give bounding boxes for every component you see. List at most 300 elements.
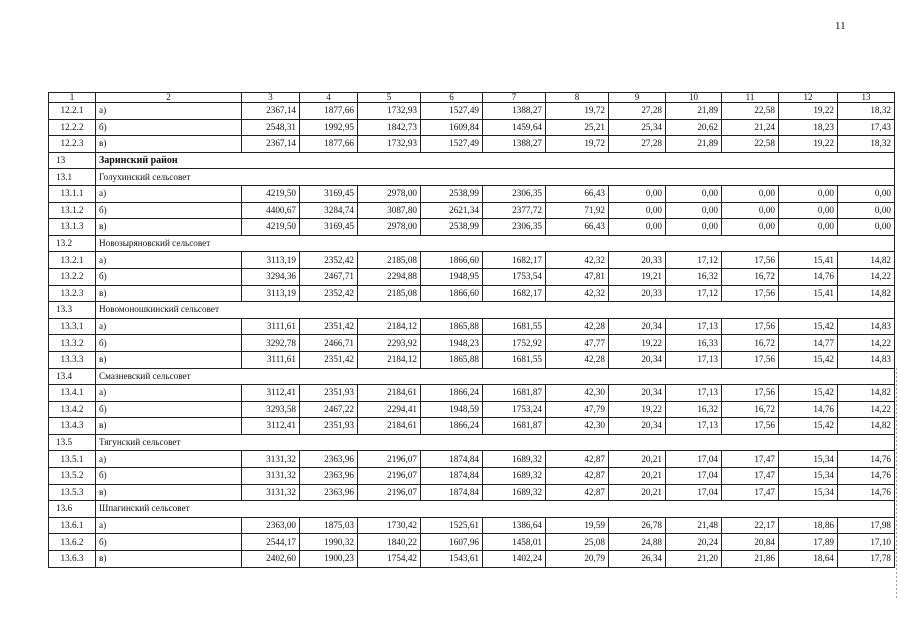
value-cell: 1458,01 <box>483 534 546 551</box>
value-cell: 20,33 <box>609 252 666 269</box>
value-cell: 17,12 <box>666 285 722 302</box>
value-cell: 20,79 <box>546 551 609 568</box>
value-cell: 2351,93 <box>300 385 358 402</box>
value-cell: 14,76 <box>779 268 838 285</box>
value-cell: 2351,42 <box>300 351 358 368</box>
row-variant-label: а) <box>96 252 242 269</box>
value-cell: 1689,32 <box>483 484 546 501</box>
value-cell: 0,00 <box>838 219 895 236</box>
value-cell: 47,81 <box>546 268 609 285</box>
value-cell: 1732,93 <box>358 136 421 153</box>
value-cell: 20,34 <box>609 351 666 368</box>
council-name: Тягунский сельсовет <box>96 434 895 451</box>
scan-edge-mark <box>896 368 897 600</box>
row-code: 13.2.3 <box>49 285 96 302</box>
value-cell: 14,76 <box>838 451 895 468</box>
value-cell: 2184,12 <box>358 351 421 368</box>
value-cell: 2363,00 <box>242 517 300 534</box>
value-cell: 1681,55 <box>483 351 546 368</box>
value-cell: 22,17 <box>722 517 779 534</box>
row-code: 13.6.3 <box>49 551 96 568</box>
value-cell: 2363,96 <box>300 484 358 501</box>
value-cell: 1842,73 <box>358 119 421 136</box>
value-cell: 17,56 <box>722 351 779 368</box>
value-cell: 2367,14 <box>242 136 300 153</box>
council-header-row <box>49 302 895 319</box>
value-cell: 16,32 <box>666 268 722 285</box>
value-cell: 20,34 <box>609 385 666 402</box>
value-cell: 21,24 <box>722 119 779 136</box>
value-cell: 2544,17 <box>242 534 300 551</box>
row-code: 13.5 <box>49 434 96 451</box>
row-code: 13.6 <box>49 501 96 518</box>
column-number-header: 11 <box>722 93 779 103</box>
value-cell: 1681,87 <box>483 385 546 402</box>
value-cell: 17,56 <box>722 285 779 302</box>
value-cell: 21,89 <box>666 103 722 120</box>
value-cell: 1682,17 <box>483 252 546 269</box>
value-cell: 2466,71 <box>300 335 358 352</box>
row-variant-label: б) <box>96 335 242 352</box>
value-cell: 2184,61 <box>358 385 421 402</box>
row-variant-label: а) <box>96 451 242 468</box>
row-code: 13.4.1 <box>49 385 96 402</box>
value-cell: 15,41 <box>779 285 838 302</box>
table-row <box>49 318 895 335</box>
value-cell: 2306,35 <box>483 185 546 202</box>
value-cell: 17,98 <box>838 517 895 534</box>
value-cell: 1866,24 <box>421 418 483 435</box>
table-row <box>49 219 895 236</box>
row-variant-label: б) <box>96 534 242 551</box>
value-cell: 2538,99 <box>421 219 483 236</box>
value-cell: 42,30 <box>546 385 609 402</box>
council-name: Голухинский сельсовет <box>96 169 895 186</box>
value-cell: 20,34 <box>609 418 666 435</box>
value-cell: 3169,45 <box>300 185 358 202</box>
value-cell: 17,47 <box>722 451 779 468</box>
value-cell: 2306,35 <box>483 219 546 236</box>
table-row <box>49 185 895 202</box>
table-row <box>49 351 895 368</box>
value-cell: 4400,67 <box>242 202 300 219</box>
value-cell: 21,20 <box>666 551 722 568</box>
value-cell: 0,00 <box>666 185 722 202</box>
row-code: 13.5.3 <box>49 484 96 501</box>
tariff-table <box>48 92 895 568</box>
row-variant-label: а) <box>96 517 242 534</box>
value-cell: 1865,88 <box>421 318 483 335</box>
value-cell: 0,00 <box>838 185 895 202</box>
value-cell: 3284,74 <box>300 202 358 219</box>
value-cell: 20,62 <box>666 119 722 136</box>
table-row <box>49 418 895 435</box>
table-row <box>49 335 895 352</box>
value-cell: 3131,32 <box>242 484 300 501</box>
value-cell: 20,21 <box>609 451 666 468</box>
column-number-header: 7 <box>483 93 546 103</box>
value-cell: 2185,08 <box>358 285 421 302</box>
value-cell: 2377,72 <box>483 202 546 219</box>
value-cell: 3294,36 <box>242 268 300 285</box>
row-code: 13.4.3 <box>49 418 96 435</box>
value-cell: 20,21 <box>609 484 666 501</box>
value-cell: 17,56 <box>722 252 779 269</box>
row-code: 13.4 <box>49 368 96 385</box>
row-code: 13.3 <box>49 302 96 319</box>
value-cell: 0,00 <box>779 202 838 219</box>
table-header-row <box>49 93 895 103</box>
value-cell: 1388,27 <box>483 103 546 120</box>
row-variant-label: в) <box>96 285 242 302</box>
value-cell: 1732,93 <box>358 103 421 120</box>
value-cell: 15,42 <box>779 385 838 402</box>
council-name: Новозыряновский сельсовет <box>96 235 895 252</box>
value-cell: 1875,03 <box>300 517 358 534</box>
value-cell: 19,59 <box>546 517 609 534</box>
value-cell: 0,00 <box>609 185 666 202</box>
table-row <box>49 268 895 285</box>
value-cell: 14,82 <box>838 385 895 402</box>
value-cell: 18,32 <box>838 136 895 153</box>
value-cell: 14,82 <box>838 418 895 435</box>
value-cell: 17,10 <box>838 534 895 551</box>
value-cell: 2363,96 <box>300 468 358 485</box>
value-cell: 26,78 <box>609 517 666 534</box>
council-name: Смазневский сельсовет <box>96 368 895 385</box>
table-row <box>49 534 895 551</box>
row-code: 13 <box>49 152 96 169</box>
value-cell: 16,72 <box>722 268 779 285</box>
value-cell: 2467,22 <box>300 401 358 418</box>
table-row <box>49 517 895 534</box>
value-cell: 42,30 <box>546 418 609 435</box>
value-cell: 16,33 <box>666 335 722 352</box>
value-cell: 15,34 <box>779 451 838 468</box>
value-cell: 20,21 <box>609 468 666 485</box>
value-cell: 20,24 <box>666 534 722 551</box>
value-cell: 16,72 <box>722 335 779 352</box>
council-header-row <box>49 501 895 518</box>
value-cell: 1689,32 <box>483 468 546 485</box>
value-cell: 21,86 <box>722 551 779 568</box>
row-variant-label: б) <box>96 268 242 285</box>
value-cell: 27,28 <box>609 136 666 153</box>
value-cell: 17,78 <box>838 551 895 568</box>
value-cell: 1681,55 <box>483 318 546 335</box>
value-cell: 17,56 <box>722 318 779 335</box>
value-cell: 1689,32 <box>483 451 546 468</box>
council-header-row <box>49 235 895 252</box>
value-cell: 17,13 <box>666 318 722 335</box>
row-variant-label: а) <box>96 103 242 120</box>
value-cell: 17,13 <box>666 385 722 402</box>
row-variant-label: в) <box>96 484 242 501</box>
row-variant-label: б) <box>96 468 242 485</box>
table-row <box>49 202 895 219</box>
table-row <box>49 252 895 269</box>
value-cell: 2294,88 <box>358 268 421 285</box>
value-cell: 24,88 <box>609 534 666 551</box>
value-cell: 2351,93 <box>300 418 358 435</box>
column-number-header: 9 <box>609 93 666 103</box>
row-code: 13.5.1 <box>49 451 96 468</box>
value-cell: 2184,61 <box>358 418 421 435</box>
value-cell: 16,32 <box>666 401 722 418</box>
value-cell: 42,28 <box>546 351 609 368</box>
row-code: 13.1.2 <box>49 202 96 219</box>
value-cell: 14,22 <box>838 268 895 285</box>
value-cell: 3169,45 <box>300 219 358 236</box>
value-cell: 1874,84 <box>421 451 483 468</box>
district-name: Заринский район <box>96 152 895 169</box>
row-variant-label: а) <box>96 385 242 402</box>
council-header-row <box>49 434 895 451</box>
value-cell: 0,00 <box>666 219 722 236</box>
value-cell: 2367,14 <box>242 103 300 120</box>
value-cell: 21,89 <box>666 136 722 153</box>
value-cell: 0,00 <box>722 219 779 236</box>
value-cell: 18,86 <box>779 517 838 534</box>
value-cell: 3131,32 <box>242 451 300 468</box>
value-cell: 3111,61 <box>242 318 300 335</box>
value-cell: 20,33 <box>609 285 666 302</box>
row-code: 13.3.3 <box>49 351 96 368</box>
value-cell: 1990,32 <box>300 534 358 551</box>
value-cell: 3112,41 <box>242 385 300 402</box>
table-row <box>49 285 895 302</box>
value-cell: 14,76 <box>838 484 895 501</box>
value-cell: 1527,49 <box>421 136 483 153</box>
row-variant-label: в) <box>96 418 242 435</box>
value-cell: 0,00 <box>609 219 666 236</box>
value-cell: 1753,24 <box>483 401 546 418</box>
value-cell: 1877,66 <box>300 103 358 120</box>
value-cell: 1607,96 <box>421 534 483 551</box>
value-cell: 1866,24 <box>421 385 483 402</box>
value-cell: 1525,61 <box>421 517 483 534</box>
value-cell: 14,82 <box>838 252 895 269</box>
value-cell: 20,34 <box>609 318 666 335</box>
table-row <box>49 451 895 468</box>
value-cell: 1609,84 <box>421 119 483 136</box>
value-cell: 0,00 <box>779 185 838 202</box>
value-cell: 14,83 <box>838 351 895 368</box>
row-code: 13.6.1 <box>49 517 96 534</box>
value-cell: 42,87 <box>546 468 609 485</box>
column-number-header: 13 <box>838 93 895 103</box>
value-cell: 25,34 <box>609 119 666 136</box>
value-cell: 19,21 <box>609 268 666 285</box>
value-cell: 1948,59 <box>421 401 483 418</box>
value-cell: 2293,92 <box>358 335 421 352</box>
value-cell: 66,43 <box>546 219 609 236</box>
value-cell: 0,00 <box>779 219 838 236</box>
row-code: 13.6.2 <box>49 534 96 551</box>
value-cell: 15,34 <box>779 468 838 485</box>
value-cell: 17,47 <box>722 484 779 501</box>
value-cell: 1948,95 <box>421 268 483 285</box>
value-cell: 1459,64 <box>483 119 546 136</box>
row-code: 13.2 <box>49 235 96 252</box>
value-cell: 0,00 <box>666 202 722 219</box>
column-number-header: 2 <box>96 93 242 103</box>
council-name: Новомоношкинский сельсовет <box>96 302 895 319</box>
row-code: 13.2.2 <box>49 268 96 285</box>
value-cell: 1877,66 <box>300 136 358 153</box>
council-header-row <box>49 169 895 186</box>
value-cell: 1752,92 <box>483 335 546 352</box>
table-body <box>49 93 895 568</box>
value-cell: 47,77 <box>546 335 609 352</box>
row-code: 13.5.2 <box>49 468 96 485</box>
row-code: 12.2.1 <box>49 103 96 120</box>
value-cell: 1730,42 <box>358 517 421 534</box>
row-code: 13.2.1 <box>49 252 96 269</box>
table-row <box>49 136 895 153</box>
value-cell: 3112,41 <box>242 418 300 435</box>
value-cell: 14,76 <box>838 468 895 485</box>
value-cell: 14,82 <box>838 285 895 302</box>
value-cell: 17,13 <box>666 351 722 368</box>
council-name: Шпагинский сельсовет <box>96 501 895 518</box>
row-code: 12.2.3 <box>49 136 96 153</box>
value-cell: 17,47 <box>722 468 779 485</box>
column-number-header: 6 <box>421 93 483 103</box>
value-cell: 42,32 <box>546 252 609 269</box>
column-number-header: 10 <box>666 93 722 103</box>
value-cell: 42,28 <box>546 318 609 335</box>
row-code: 12.2.2 <box>49 119 96 136</box>
value-cell: 3293,58 <box>242 401 300 418</box>
value-cell: 1866,60 <box>421 252 483 269</box>
row-code: 13.1.3 <box>49 219 96 236</box>
row-code: 13.1 <box>49 169 96 186</box>
row-variant-label: в) <box>96 219 242 236</box>
table-row <box>49 484 895 501</box>
value-cell: 19,22 <box>779 136 838 153</box>
value-cell: 1840,22 <box>358 534 421 551</box>
value-cell: 2352,42 <box>300 252 358 269</box>
value-cell: 0,00 <box>722 202 779 219</box>
value-cell: 2196,07 <box>358 484 421 501</box>
value-cell: 3131,32 <box>242 468 300 485</box>
page-number: 11 <box>835 20 846 32</box>
value-cell: 18,32 <box>838 103 895 120</box>
value-cell: 1753,54 <box>483 268 546 285</box>
value-cell: 1543,61 <box>421 551 483 568</box>
value-cell: 17,13 <box>666 418 722 435</box>
value-cell: 19,22 <box>609 401 666 418</box>
value-cell: 25,08 <box>546 534 609 551</box>
row-variant-label: в) <box>96 551 242 568</box>
value-cell: 2363,96 <box>300 451 358 468</box>
value-cell: 2402,60 <box>242 551 300 568</box>
table-row <box>49 401 895 418</box>
value-cell: 4219,50 <box>242 219 300 236</box>
value-cell: 19,72 <box>546 136 609 153</box>
value-cell: 2294,41 <box>358 401 421 418</box>
value-cell: 14,22 <box>838 401 895 418</box>
row-variant-label: в) <box>96 136 242 153</box>
value-cell: 15,42 <box>779 351 838 368</box>
column-number-header: 3 <box>242 93 300 103</box>
column-number-header: 12 <box>779 93 838 103</box>
column-number-header: 8 <box>546 93 609 103</box>
value-cell: 17,04 <box>666 484 722 501</box>
table-row <box>49 103 895 120</box>
row-code: 13.4.2 <box>49 401 96 418</box>
row-variant-label: а) <box>96 318 242 335</box>
value-cell: 21,48 <box>666 517 722 534</box>
value-cell: 2548,31 <box>242 119 300 136</box>
value-cell: 42,87 <box>546 451 609 468</box>
row-variant-label: а) <box>96 185 242 202</box>
value-cell: 3113,19 <box>242 285 300 302</box>
value-cell: 4219,50 <box>242 185 300 202</box>
council-header-row <box>49 368 895 385</box>
value-cell: 0,00 <box>609 202 666 219</box>
value-cell: 1527,49 <box>421 103 483 120</box>
value-cell: 26,34 <box>609 551 666 568</box>
value-cell: 17,56 <box>722 385 779 402</box>
value-cell: 71,92 <box>546 202 609 219</box>
value-cell: 0,00 <box>838 202 895 219</box>
table-row <box>49 551 895 568</box>
value-cell: 17,04 <box>666 468 722 485</box>
value-cell: 15,41 <box>779 252 838 269</box>
value-cell: 25,21 <box>546 119 609 136</box>
table-row <box>49 119 895 136</box>
value-cell: 15,34 <box>779 484 838 501</box>
value-cell: 17,56 <box>722 418 779 435</box>
value-cell: 14,76 <box>779 401 838 418</box>
value-cell: 2185,08 <box>358 252 421 269</box>
value-cell: 18,64 <box>779 551 838 568</box>
value-cell: 22,58 <box>722 136 779 153</box>
value-cell: 3292,78 <box>242 335 300 352</box>
value-cell: 2196,07 <box>358 468 421 485</box>
table-row <box>49 385 895 402</box>
value-cell: 66,43 <box>546 185 609 202</box>
value-cell: 1754,42 <box>358 551 421 568</box>
value-cell: 2351,42 <box>300 318 358 335</box>
value-cell: 22,58 <box>722 103 779 120</box>
value-cell: 1900,23 <box>300 551 358 568</box>
value-cell: 16,72 <box>722 401 779 418</box>
value-cell: 19,22 <box>779 103 838 120</box>
value-cell: 14,83 <box>838 318 895 335</box>
value-cell: 2538,99 <box>421 185 483 202</box>
value-cell: 1948,23 <box>421 335 483 352</box>
value-cell: 2352,42 <box>300 285 358 302</box>
value-cell: 3113,19 <box>242 252 300 269</box>
value-cell: 3111,61 <box>242 351 300 368</box>
row-code: 13.3.2 <box>49 335 96 352</box>
table-row <box>49 468 895 485</box>
value-cell: 19,22 <box>609 335 666 352</box>
value-cell: 1402,24 <box>483 551 546 568</box>
row-code: 13.3.1 <box>49 318 96 335</box>
value-cell: 2467,71 <box>300 268 358 285</box>
value-cell: 47,79 <box>546 401 609 418</box>
column-number-header: 5 <box>358 93 421 103</box>
value-cell: 17,12 <box>666 252 722 269</box>
value-cell: 1388,27 <box>483 136 546 153</box>
value-cell: 1681,87 <box>483 418 546 435</box>
value-cell: 14,22 <box>838 335 895 352</box>
value-cell: 0,00 <box>722 185 779 202</box>
